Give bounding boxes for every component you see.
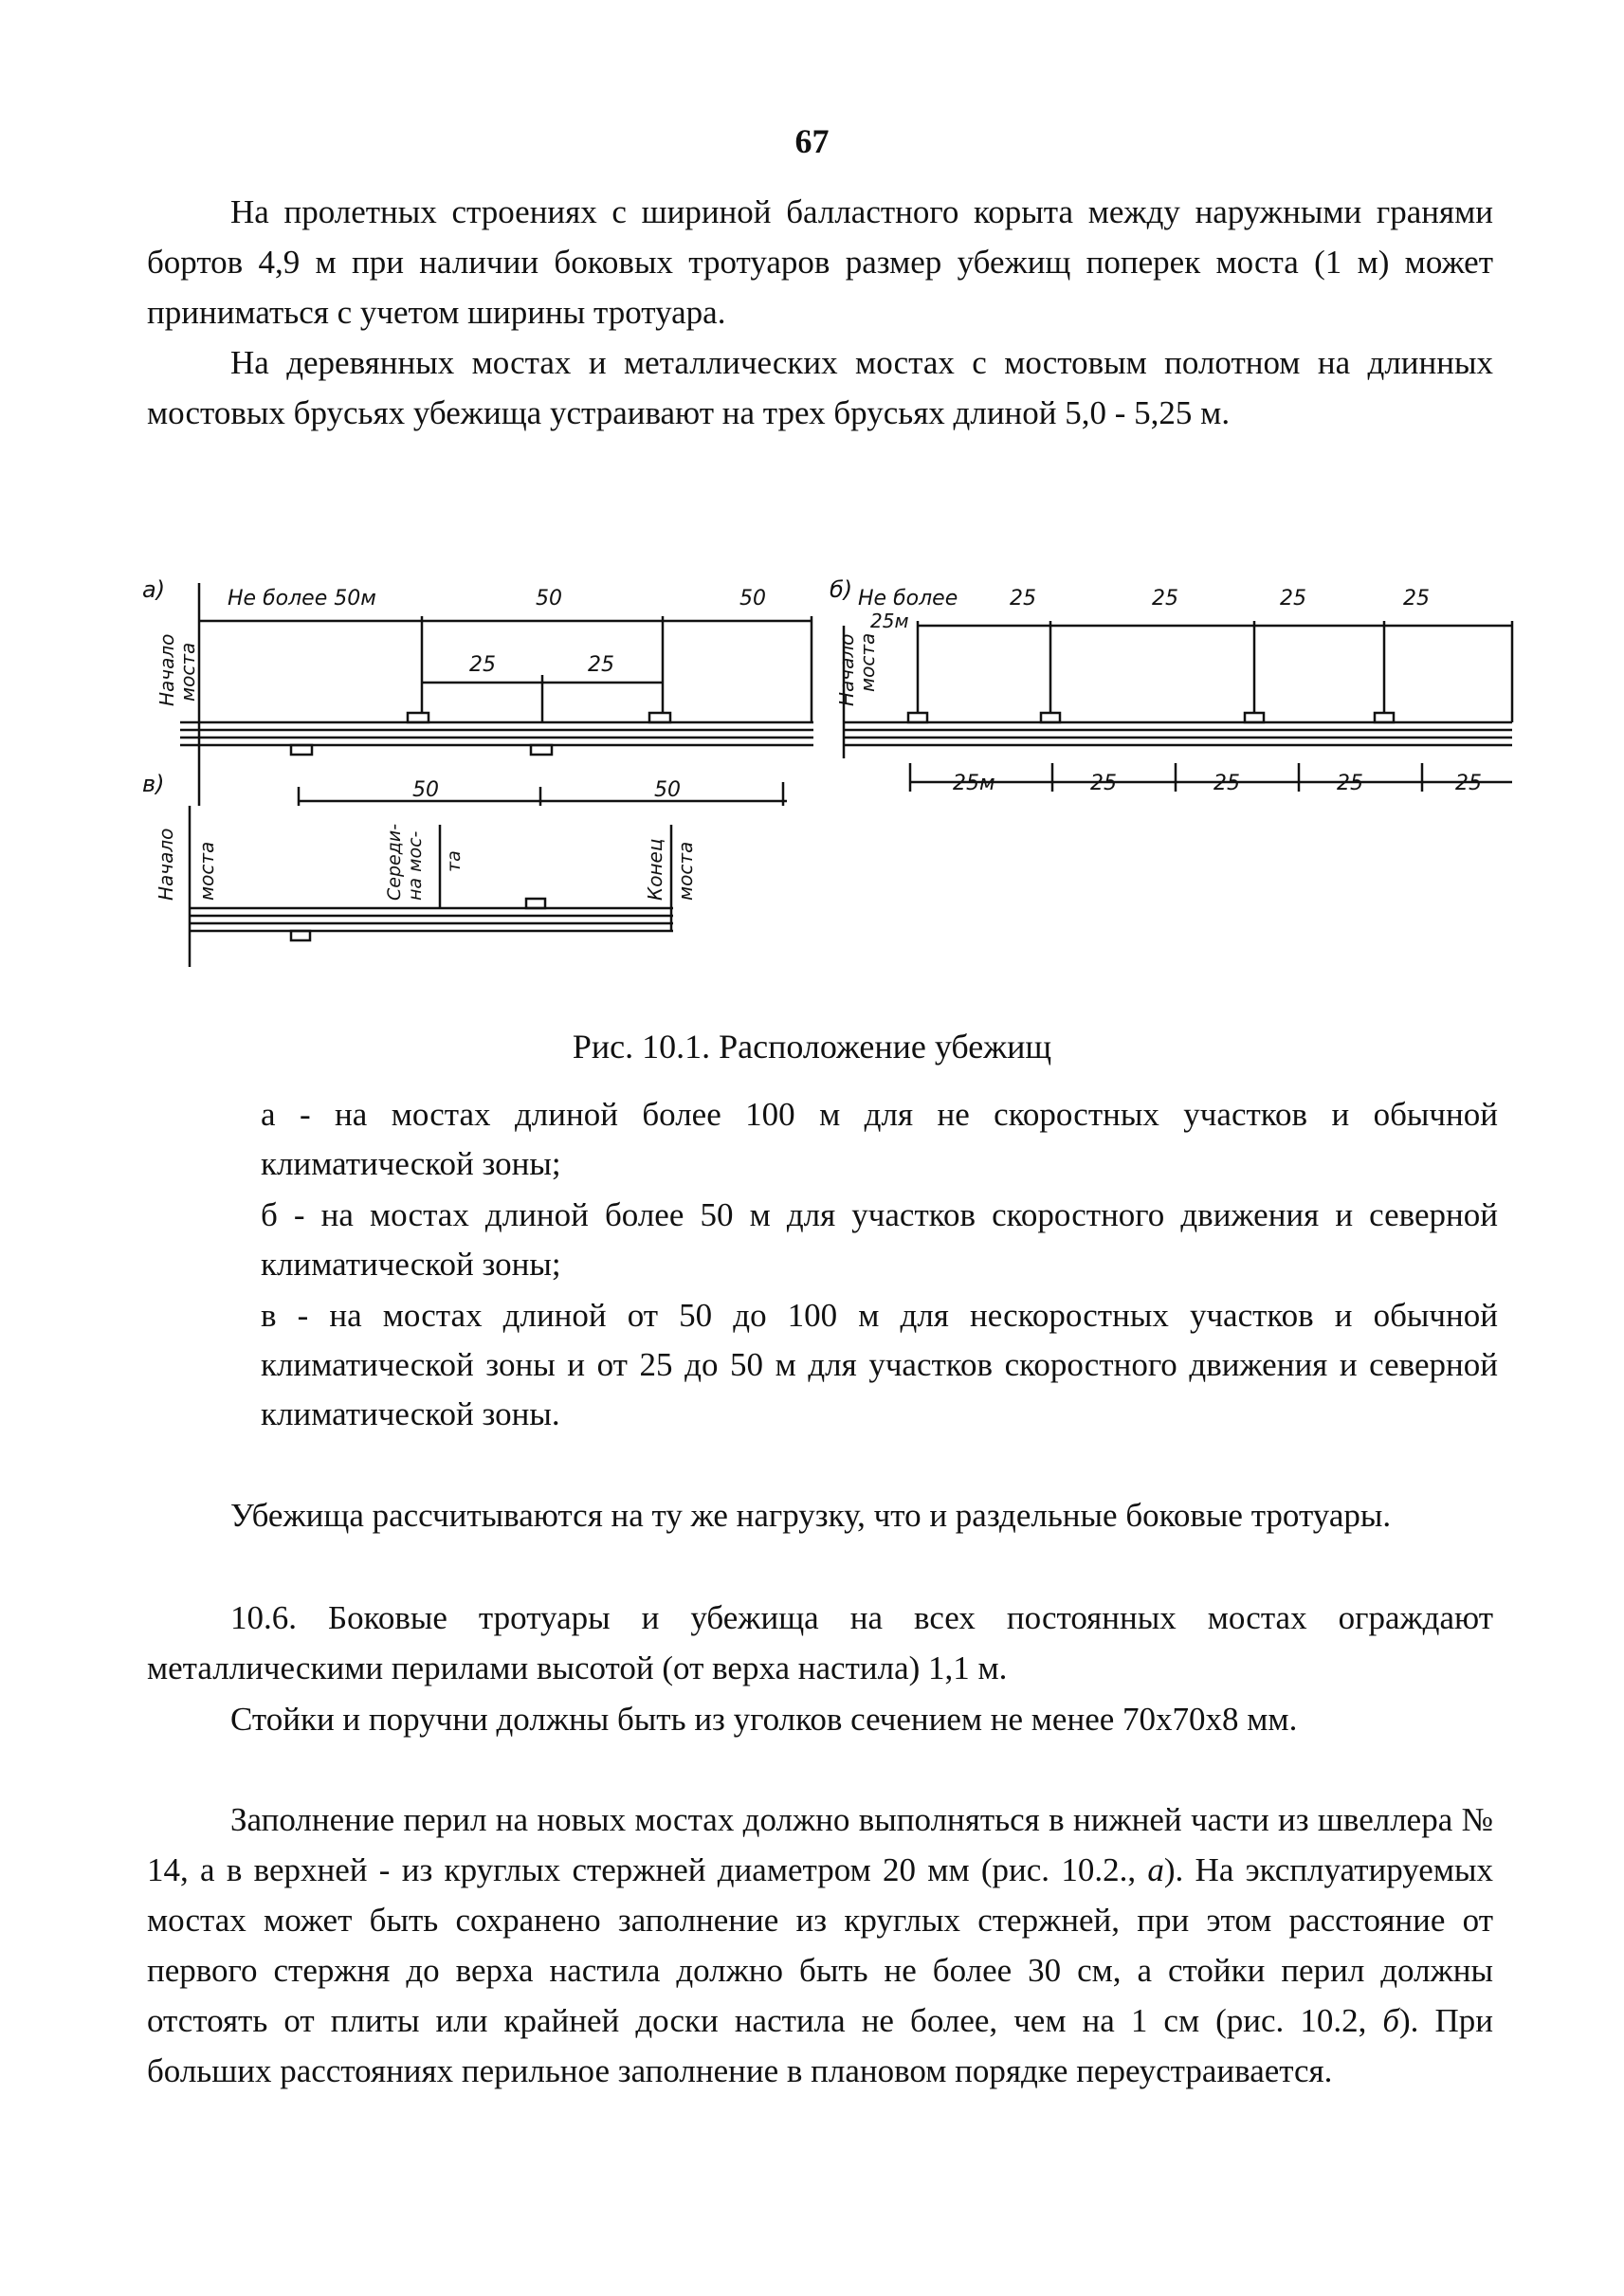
panel-v-start-label-1: Начало [155, 828, 177, 901]
panel-a-label: а) [142, 576, 166, 603]
paragraph-text: Стойки и поручни должны быть из уголков сечением не менее 70х70х8 мм. [230, 1701, 1298, 1738]
panel-v-mid-label-1: Середи- [384, 823, 405, 901]
paragraph-posts-rails [147, 1694, 1493, 1744]
panel-b-dim-4: 25 [1403, 587, 1430, 610]
figure-ref-b: б [1382, 2002, 1400, 2039]
paragraph-text: На деревянных мостах и металлических мостах с мостовым полотном на длинных мостовых брусьях убежища устраивают на трех брусьях длиной 5,0 - 5,25 м. [147, 344, 1493, 431]
refuge-layout-diagram [142, 569, 1517, 967]
paragraph-railing-fill [147, 1795, 1493, 2096]
paragraph-text: 10.6. Боковые тротуары и убежища на всех постоянных мостах ограждают металлическими перилами высотой (от верха настила) 1,1 м. [147, 1599, 1493, 1686]
panel-b-first-span-2: 25м [870, 610, 909, 632]
figure-caption: Рис. 10.1. Расположение убежищ [572, 1028, 1052, 1066]
panel-b-dim-1: 25 [1010, 587, 1036, 610]
panel-b-bottom-dim-4: 25 [1337, 772, 1363, 795]
paragraph-text: Убежища рассчитываются на ту же нагрузку, что и раздельные боковые тротуары. [230, 1497, 1392, 1534]
page-number: 67 [794, 122, 830, 160]
panel-a-dim-2: 50 [739, 587, 766, 610]
panel-v-end-label-2: моста [674, 841, 697, 901]
panel-v-mid-label-3: та [444, 850, 465, 872]
legend-item-b: б - на мостах длиной более 50 м для участков скоростного движения и северной климатической зоны; [261, 1196, 1498, 1283]
panel-a-inner-dim-2: 25 [588, 653, 614, 677]
panel-b-label: б) [830, 576, 853, 603]
panel-a-start-label-2: моста [176, 642, 199, 702]
paragraph-text-1: Заполнение перил на новых мостах должно выполняться в нижней части из швеллера № 14, а в верхней - из круглых стержней диаметром 20 мм (рис. 10.2., [147, 1801, 1493, 1888]
paragraph-text-2: ). На эксплуатируемых мостах может быть сохранено заполнение из круглых стержней, при этом расстояние от первого стержня до верха настила должно быть не более 30 см, а стойки перил должны отстоять от плиты или крайней доски настила не более, чем на 1 см (рис. 10.2, [147, 1851, 1493, 2039]
panel-b-bottom-dim-3: 25 [1213, 772, 1240, 795]
panel-v-end-label-1: Конец [644, 838, 666, 901]
panel-b-bottom-dim-5: 25 [1455, 772, 1482, 795]
paragraph-text: На пролетных строениях с шириной балластного корыта между наружными гранями бортов 4,9 м при наличии боковых тротуаров размер убежищ поперек моста (1 м) может приниматься с учетом ширины тротуара. [147, 193, 1493, 331]
panel-v-label: в) [142, 771, 165, 797]
panel-a-start-label-1: Начало [155, 633, 178, 706]
figure-ref-a: а [1147, 1851, 1164, 1888]
panel-b-start-label-1: Начало [835, 633, 858, 706]
panel-v-dim-2: 50 [654, 778, 681, 802]
panel-b-bottom-dim-1: 25м [953, 772, 995, 795]
panel-b-first-span-1: Не более [858, 587, 958, 610]
paragraph-wooden-bridges [147, 337, 1493, 438]
figure-refuge-layout [142, 569, 1517, 967]
panel-b-dim-3: 25 [1280, 587, 1306, 610]
panel-b-dim-2: 25 [1152, 587, 1178, 610]
paragraph-refuge-load [147, 1490, 1493, 1540]
panel-v-dim-1: 50 [412, 778, 439, 802]
paragraph-ballast-trough [147, 187, 1493, 337]
paragraph-text-3: ). При больших расстояниях перильное заполнение в плановом порядке переустраивается. [147, 2002, 1493, 2089]
paragraph-10-6 [147, 1593, 1493, 1693]
panel-b-bottom-dim-2: 25 [1090, 772, 1117, 795]
panel-a-inner-dim-1: 25 [469, 653, 496, 677]
legend-item-a: а - на мостах длиной более 100 м для не скоростных участков и обычной климатической зоны; [261, 1096, 1498, 1182]
panel-a-first-span: Не более 50м [228, 587, 376, 610]
panel-v-mid-label-2: на мос- [405, 830, 426, 901]
panel-a-dim-1: 50 [536, 587, 562, 610]
legend-item-v: в - на мостах длиной от 50 до 100 м для нескоростных участков и обычной климатической зоны и от 25 до 50 м для участков скоростного движения и северной климатической зоны. [261, 1297, 1498, 1432]
panel-v-start-label-2: моста [195, 841, 218, 901]
panel-b-start-label-2: моста [856, 632, 879, 692]
